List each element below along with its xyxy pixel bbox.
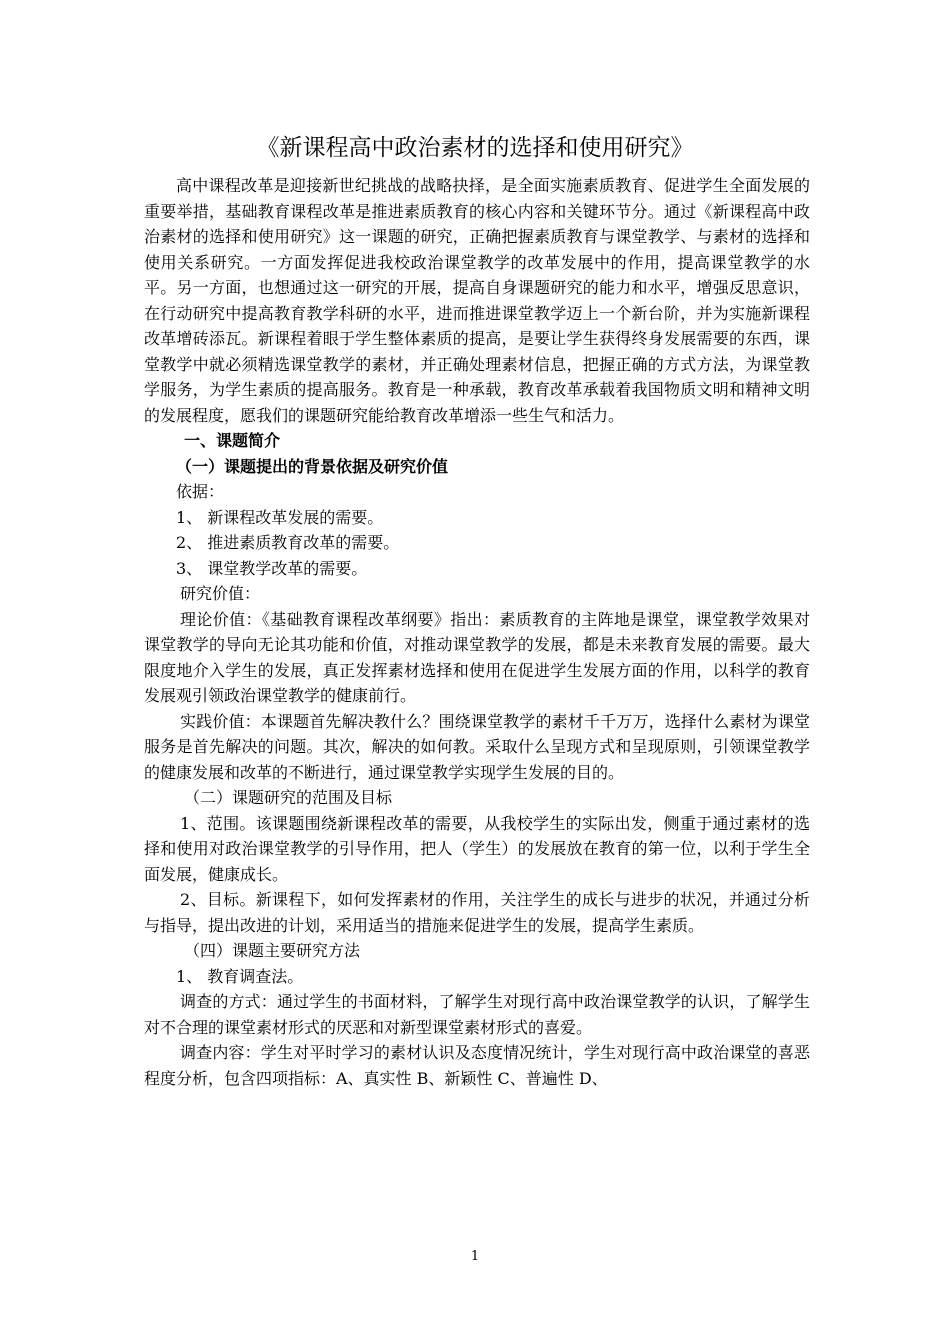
practice-value-paragraph: 实践价值：本课题首先解决教什么？围绕课堂教学的素材千千万万，选择什么素材为课堂服务是首先解决的问题。其次，解决的如何教。采取什么呈现方式和呈现原则，引领课堂教学的健康发展和改革的不断进行，通过课堂教学实现学生发展的目的。 — [144, 711, 810, 782]
survey-content-paragraph: 调查内容：学生对平时学习的素材认识及态度情况统计，学生对现行高中政治课堂的喜恶程度分析，包含四项指标：A、真实性 B、新颖性 C、普遍性 D、 — [144, 1043, 810, 1088]
goal-paragraph: 2、目标。新课程下，如何发挥素材的作用，关注学生的成长与进步的状况，并通过分析与指导，提出改进的计划，采用适当的措施来促进学生的发展，提高学生素质。 — [144, 890, 810, 935]
document-title: 《新课程高中政治素材的选择和使用研究》 — [256, 135, 694, 161]
value-label: 研究价值： — [180, 584, 261, 603]
section-heading-1: 一、课题简介 — [184, 431, 281, 450]
basis-item: 2、 推进素质教育改革的需要。 — [176, 533, 400, 552]
section-heading-1-1: （一）课题提出的背景依据及研究价值 — [176, 456, 449, 476]
basis-item: 3、 课堂教学改革的需要。 — [176, 558, 368, 578]
intro-paragraph: 高中课程改革是迎接新世纪挑战的战略抉择，是全面实施素质教育、促进学生全面发展的重要举措，基础教育课程改革是推进素质教育的核心内容和关键环节分。通过《新课程高中政治素材的选择和使用研究》这一课题的研究，正确把握素质教育与课堂教学、与素材的选择和使用关系研究。一方面发挥促进我校政治课堂教学的改革发展中的作用，提高课堂教学的水平。另一方面，也想通过这一研究的开展，提高自身课题研究的能力和水平，增强反思意识，在行动研究中提高教育教学科研的水平，进而推进课堂教学迈上一个新台阶，并为实施新课程改革增砖添瓦。新课程着眼于学生整体素质的提高，是要让学生获得终身发展需要的东西，课堂教学中就必须精选课堂教学的素材，并正确处理素材信息，把握正确的方式方法，为课堂教学服务，为学生素质的提高服务。教育是一种承载，教育改革承载着我国物质文明和精神文明的发展程度，愿我们的课题研究能给教育改革增添一些生气和活力。 — [144, 176, 810, 425]
section-heading-1-2: （二）课题研究的范围及目标 — [184, 788, 393, 807]
theory-value-paragraph: 理论价值：《基础教育课程改革纲要》指出：素质教育的主阵地是课堂，课堂教学效果对课堂教学的导向无论其功能和价值，对推动课堂教学的发展，都是未来教育发展的需要。最大限度地介入学生的发展，真正发挥素材选择和使用在促进学生发展方面的作用，以科学的教育发展观引领政治课堂教学的健康前行。 — [144, 609, 810, 705]
page-number: 1 — [470, 1249, 480, 1264]
section-heading-1-4: （四）课题主要研究方法 — [184, 941, 361, 960]
scope-paragraph: 1、范围。该课题围绕新课程改革的需要，从我校学生的实际出发，侧重于通过素材的选择和使用对政治课堂教学的引导作用，把人（学生）的发展放在教育的第一位，以利于学生全面发展，健康成长。 — [144, 813, 810, 884]
basis-label: 依据： — [176, 482, 225, 501]
survey-method-paragraph: 调查的方式：通过学生的书面材料，了解学生对现行高中政治课堂教学的认识，了解学生对不合理的课堂素材形式的厌恶和对新型课堂素材形式的喜爱。 — [144, 992, 810, 1037]
basis-item: 1、 新课程改革发展的需要。 — [176, 507, 384, 527]
document-body — [144, 173, 810, 1091]
method-item: 1、 教育调查法。 — [176, 966, 304, 986]
